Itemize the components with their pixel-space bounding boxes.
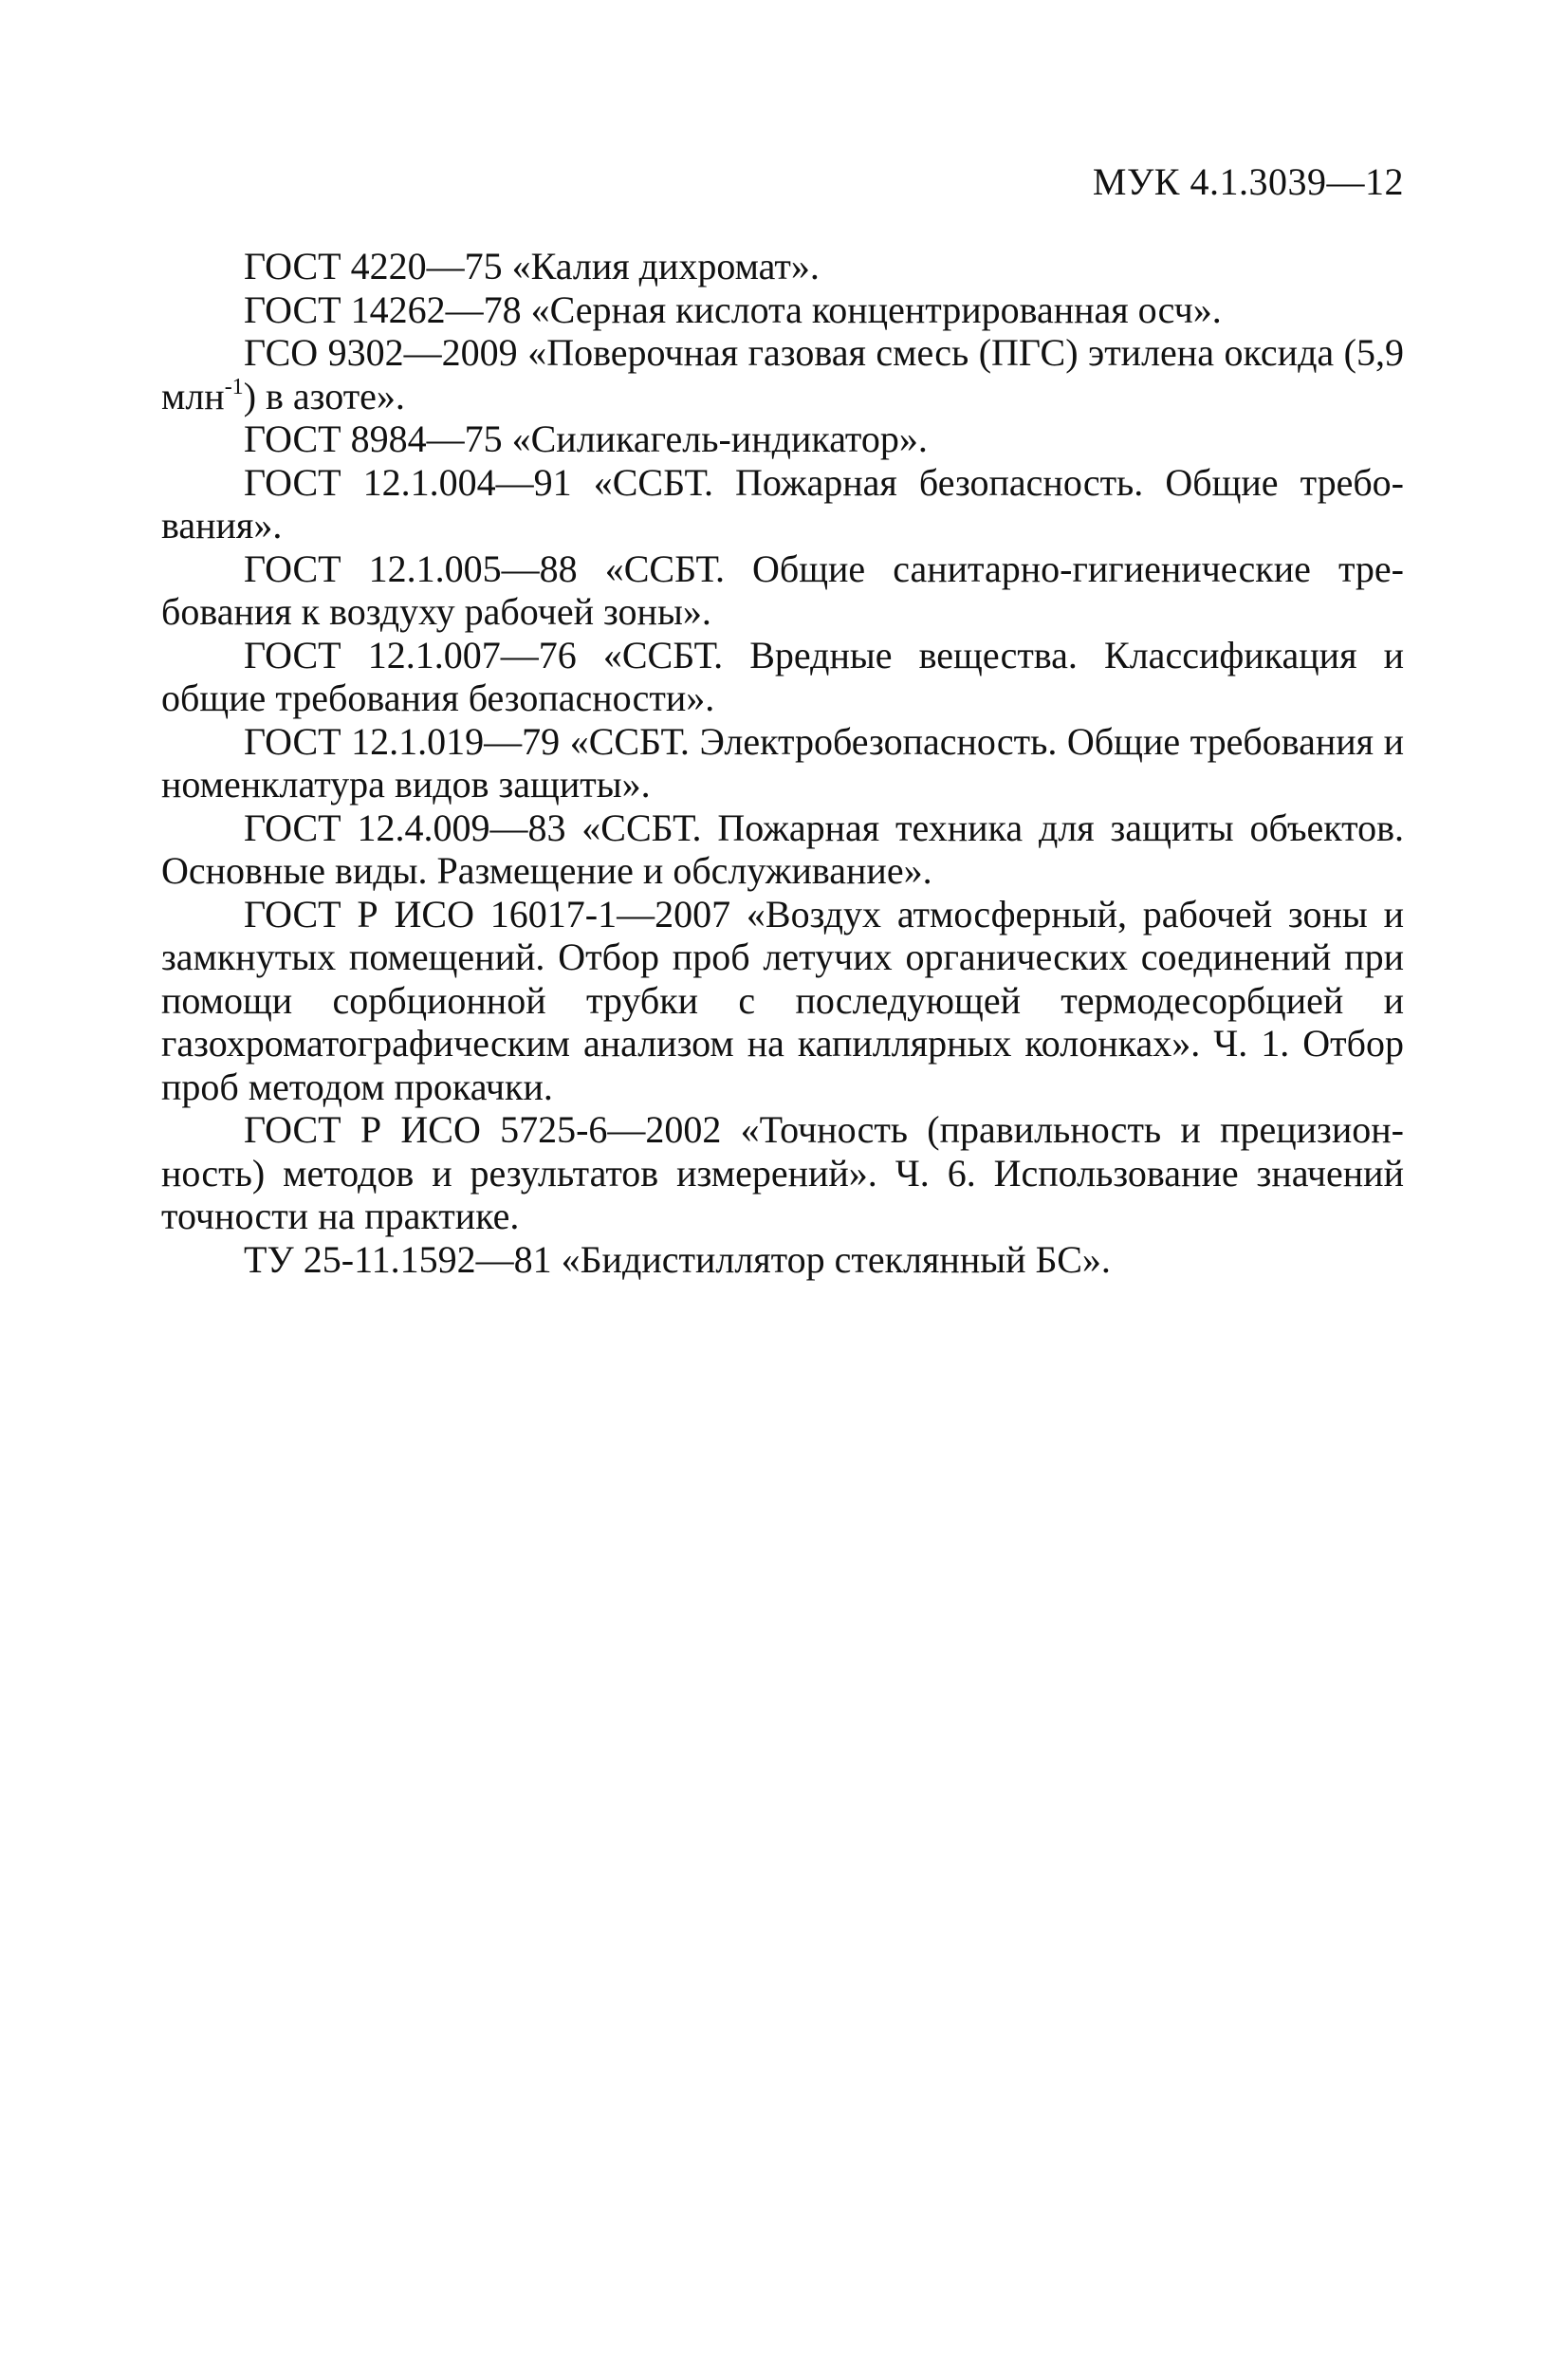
reference-item: ГОСТ 4220—75 «Калия дихромат». — [244, 245, 820, 287]
reference-item: ГОСТ 12.1.019—79 «ССБТ. Электробезопасность. Общие требования и номенклатура видов защиты». — [161, 719, 1404, 806]
reference-item: ТУ 25-11.1592—81 «Бидистиллятор стеклянный БС». — [244, 1237, 1111, 1281]
reference-item: ГОСТ 12.1.005—88 «ССБТ. Общие санитарно-гигиенические требования к воздуху рабочей зоны». — [161, 547, 1404, 633]
superscript-exponent: -1 — [224, 374, 244, 399]
reference-item: ГОСТ 12.4.009—83 «ССБТ. Пожарная техника для защиты объектов. Основные виды. Размещение и обслуживание». — [161, 806, 1404, 892]
normative-references-list — [161, 245, 1404, 1281]
document-code-header: МУК 4.1.3039—12 — [1092, 160, 1404, 203]
reference-item: ГОСТ Р ИСО 16017-1—2007 «Воздух атмосферный, рабочей зоны и замкнутых помещений. Отбор проб летучих органических соединений при помощи сорбционной трубки с последующей термодесорбцией и газохроматографическим анализом на капиллярных колонках». Ч. 1. Отбор проб методом прокачки. — [161, 892, 1404, 1108]
reference-text: ГСО 9302—2009 «Поверочная газовая смесь (ПГС) этилена оксида (5,9 млн — [161, 331, 1404, 417]
reference-item: ГОСТ 14262—78 «Серная кислота концентрированная осч». — [244, 287, 1222, 331]
reference-item — [161, 331, 1404, 417]
reference-item: ГОСТ 12.1.007—76 «ССБТ. Вредные вещества. Классификация и общие требования безопасности». — [161, 633, 1404, 719]
reference-text: ) в азоте». — [243, 374, 405, 417]
reference-item: ГОСТ 8984—75 «Силикагель-индикатор». — [244, 417, 928, 460]
reference-item: ГОСТ Р ИСО 5725-6—2002 «Точность (правильность и прецизионность) методов и результатов измерений». Ч. 6. Использование значений точности на практике. — [161, 1108, 1404, 1237]
reference-item: ГОСТ 12.1.004—91 «ССБТ. Пожарная безопасность. Общие требования». — [161, 460, 1404, 547]
